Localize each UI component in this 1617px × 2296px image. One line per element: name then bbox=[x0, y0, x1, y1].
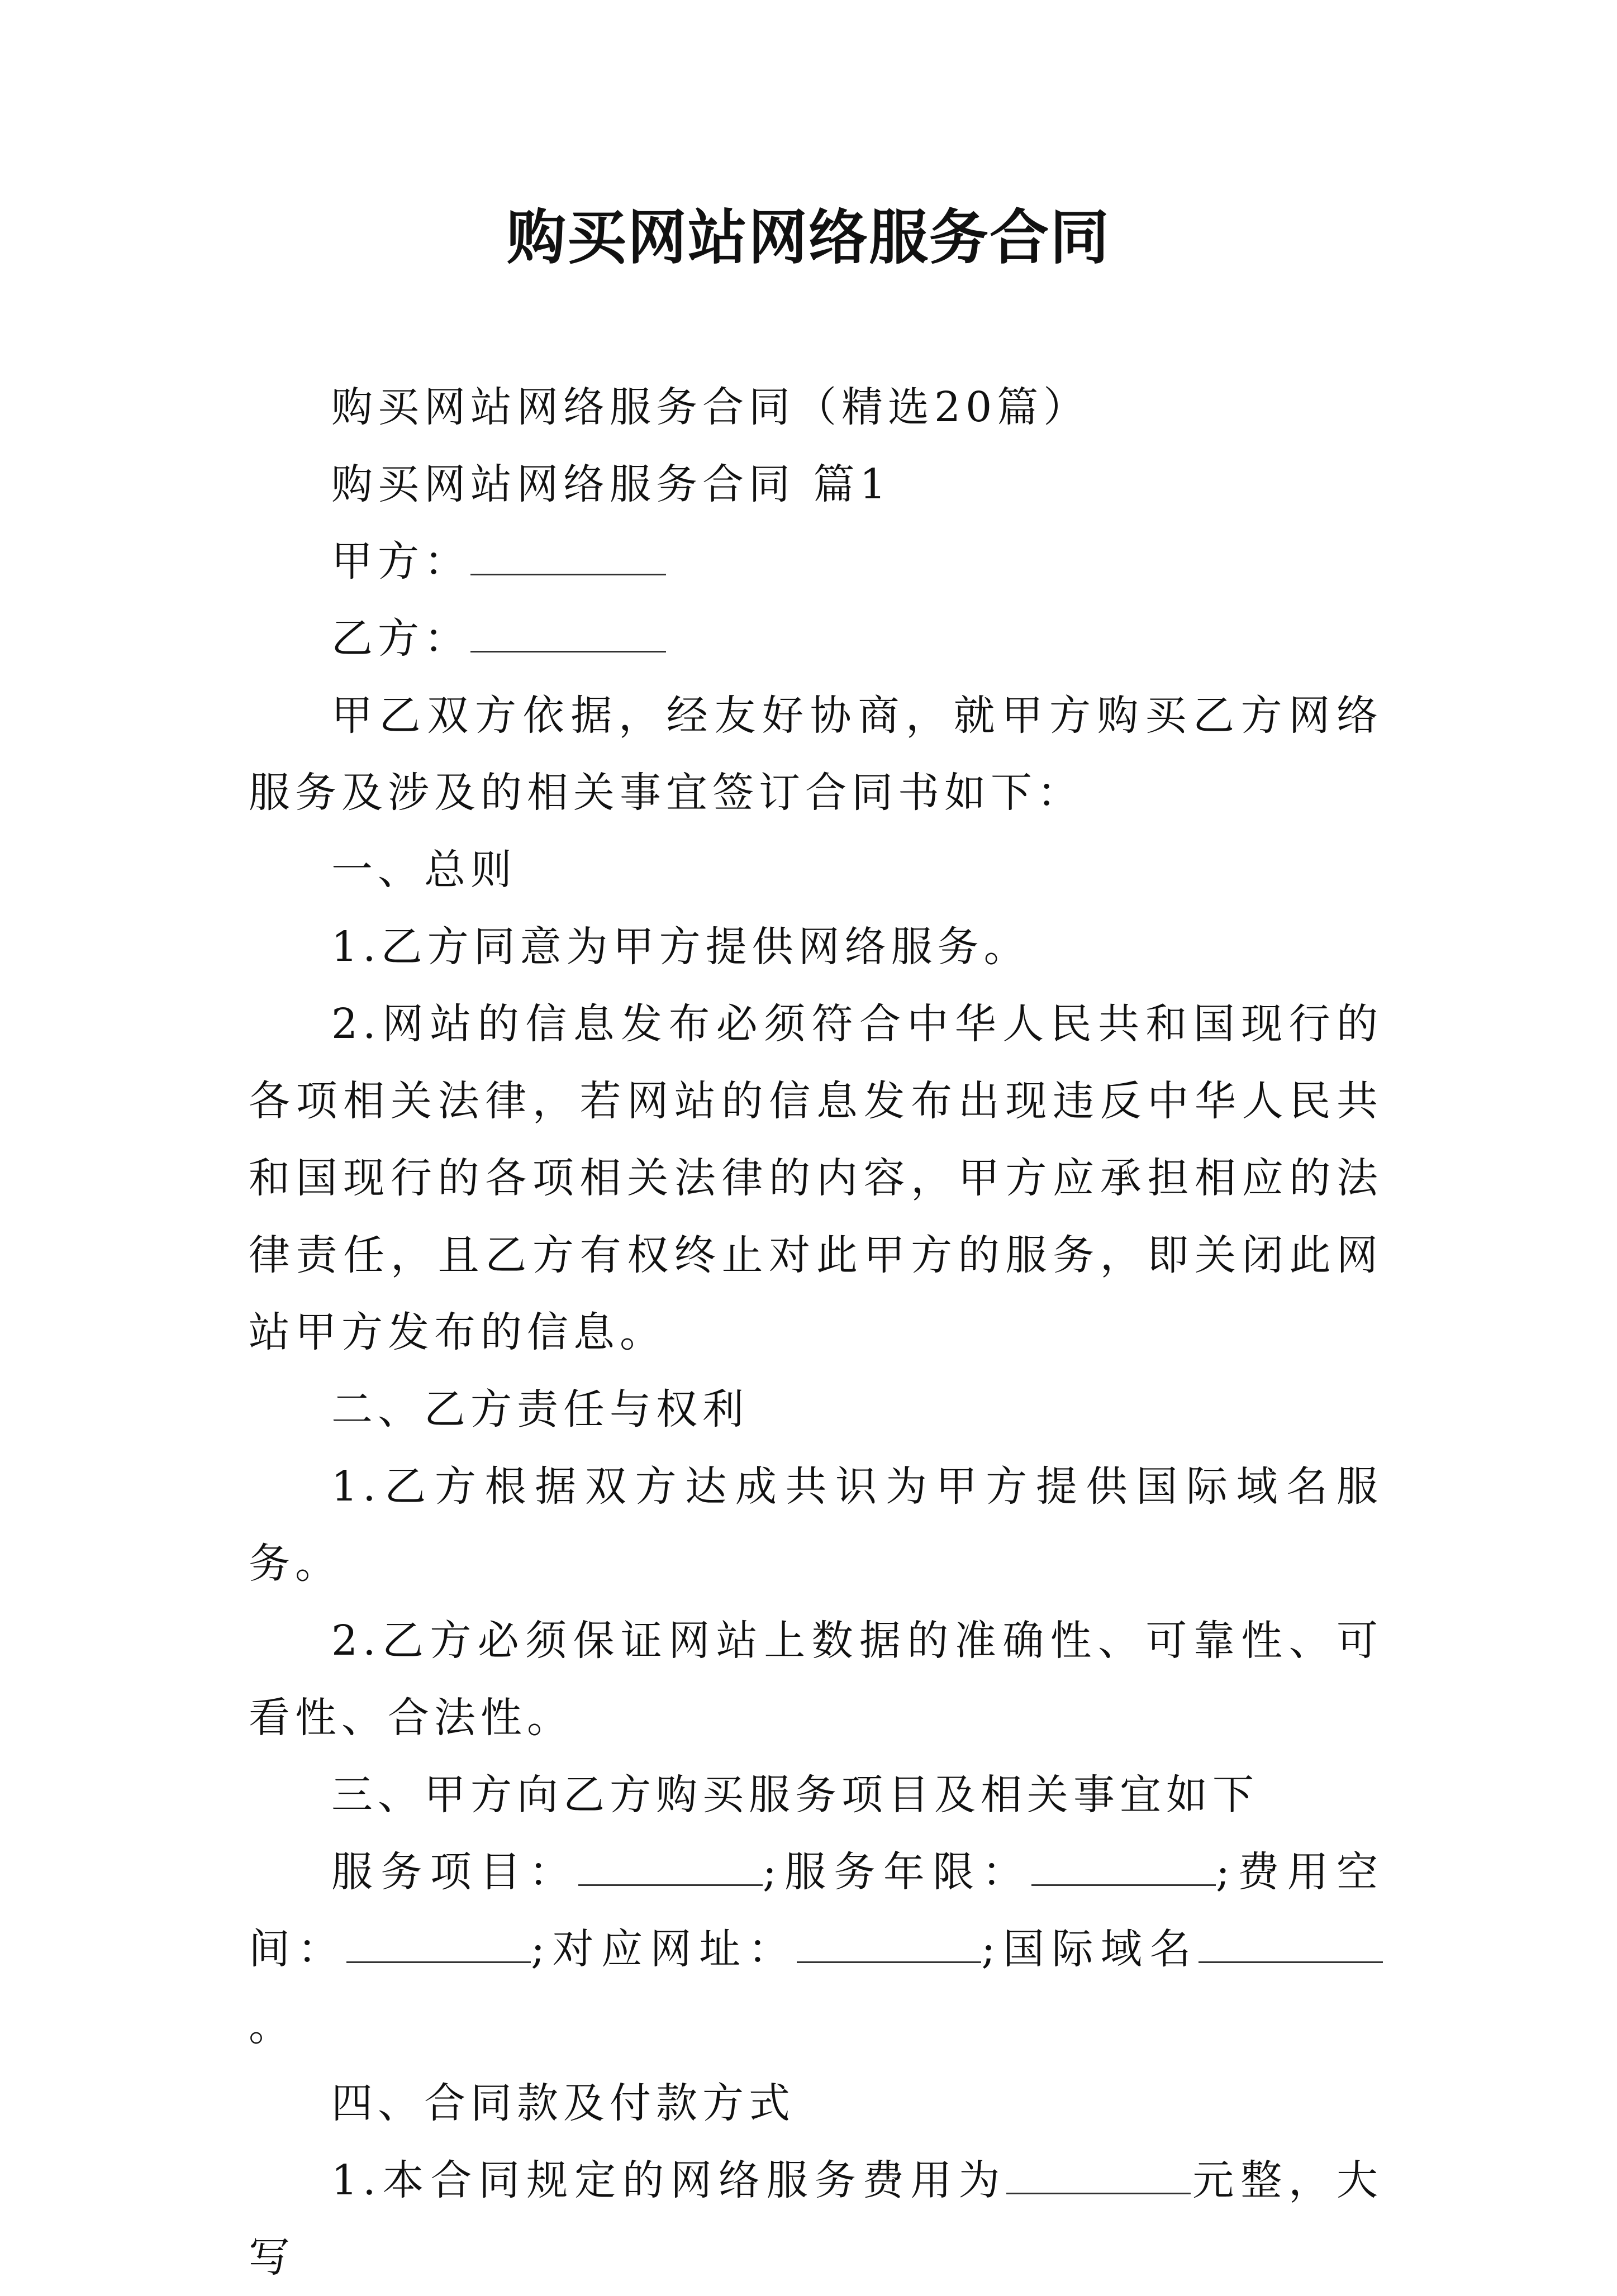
document-subtitle: 购买网站网络服务合同（精选20篇） bbox=[331, 383, 1090, 431]
section-2-heading: 二、乙方责任与权利 bbox=[331, 1385, 749, 1433]
service-years-label: ;服务年限： bbox=[762, 1848, 1031, 1896]
section-1-heading: 一、总则 bbox=[331, 846, 517, 894]
document-title: 购买网站网络服务合同 bbox=[507, 202, 1110, 272]
section-1-item-1: 1.乙方同意为甲方提供网络服务。 bbox=[331, 923, 1030, 971]
domain-label: ;国际域名 bbox=[981, 1925, 1199, 1973]
section-2-item-2: 2.乙方必须保证网站上数据的准确性、可靠性、可看性、合法性。 bbox=[249, 1617, 1383, 1742]
section-4-heading: 四、合同款及付款方式 bbox=[331, 2079, 795, 2127]
intro-paragraph: 甲乙双方依据，经友好协商，就甲方购买乙方网络服务及涉及的相关事宜签订合同书如下： bbox=[249, 692, 1383, 817]
fee-text-start: 1.本合同规定的网络服务费用为 bbox=[331, 2156, 1007, 2204]
section-1-item-2: 2.网站的信息发布必须符合中华人民共和国现行的各项相关法律，若网站的信息发布出现违反中华人民共和国现行的各项相关法律的内容，甲方应承担相应的法律责任，且乙方有权终止对此甲方的服务，即关闭此网站甲方发布的信息。 bbox=[249, 1000, 1383, 1356]
party-b-label: 乙方： bbox=[331, 615, 470, 663]
section-2-item-1: 1.乙方根据双方达成共识为甲方提供国际域名服务。 bbox=[249, 1463, 1383, 1588]
document-body bbox=[249, 369, 1383, 2296]
fee-text-end: 元整，大写 bbox=[249, 2156, 1383, 2281]
fee-space-blank bbox=[346, 1926, 531, 1963]
section-4-item-1 bbox=[249, 2142, 1383, 2296]
fee-amount-blank bbox=[1006, 2157, 1191, 2194]
url-label: ;对应网址： bbox=[531, 1925, 797, 1973]
service-item-label: 服务项目： bbox=[331, 1848, 578, 1896]
domain-blank bbox=[1199, 1926, 1383, 1963]
party-b-blank bbox=[470, 615, 666, 652]
service-item-blank bbox=[578, 1849, 763, 1886]
party-a-blank bbox=[470, 538, 666, 575]
party-b-line bbox=[249, 600, 1383, 677]
party-a-line bbox=[249, 523, 1383, 600]
section-3-details bbox=[249, 1833, 1383, 2065]
fee-space-label: ;费用空间： bbox=[249, 1848, 1383, 1973]
service-years-blank bbox=[1031, 1849, 1216, 1886]
section-3-heading: 三、甲方向乙方购买服务项目及相关事宜如下 bbox=[331, 1771, 1259, 1819]
section-3-end: 。 bbox=[249, 2002, 295, 2050]
party-a-label: 甲方： bbox=[331, 537, 470, 585]
url-blank bbox=[797, 1926, 981, 1963]
section-heading: 购买网站网络服务合同 篇1 bbox=[331, 460, 891, 508]
